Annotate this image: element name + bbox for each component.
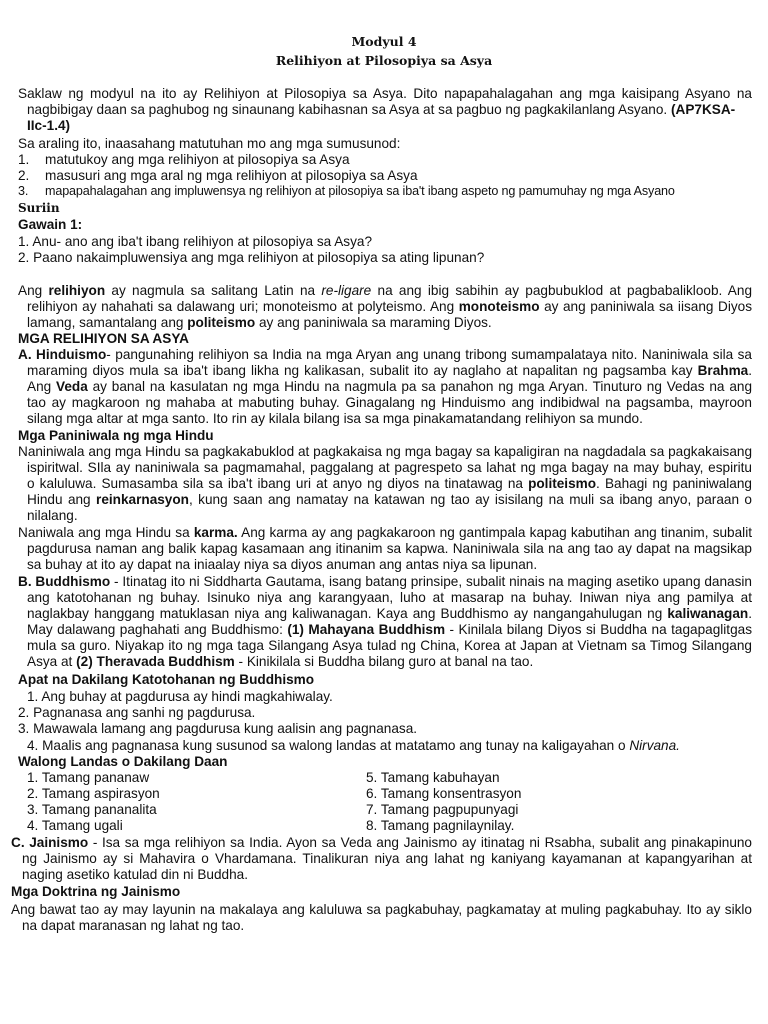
module-title: Relihiyon at Pilosopiya sa Asya	[275, 53, 493, 68]
landas-5: 5. Tamang kabuhayan	[366, 770, 500, 785]
buddhismo-line-3: naglakbay hanggang matuklasan niya ang kaliwanagan. Kaya ang Buddhismo ay nangangahulugan ng kaliwanagan.	[27, 606, 752, 621]
intro-line-2: nagbibigay daan sa paghubog ng sinaunang kabihasnan sa Asya at sa pagbuo ng pagkakilanlang Asyano. (AP7KSA-	[27, 102, 736, 117]
buddhismo-line-1: B. Buddhismo - Itinatag ito ni Siddharta Gautama, isang batang prinsipe, subalit ninais na maging asetiko upang danasin	[18, 574, 752, 589]
landas-7: 7. Tamang pagpupunyagi	[366, 802, 519, 817]
karma-line-3: sa buhay at ito ay dapat na iniaalay niya sa diyos anuman ang antas niya sa lipunan.	[27, 557, 538, 572]
doktrina-heading: Mga Doktrina ng Jainismo	[11, 884, 181, 899]
hinduismo-line-5: silang mga altar at mga santo. Ito rin ay kilala bilang isa sa mga pinakamatandang relihiyon sa mundo.	[27, 411, 643, 426]
landas-8: 8. Tamang pagnilaynilay.	[366, 818, 515, 833]
gawain-heading: Gawain 1:	[18, 217, 83, 232]
competency-code-cont: IIc-1.4)	[27, 118, 71, 133]
landas-2: 2. Tamang aspirasyon	[27, 786, 160, 801]
paniniwala-line-1: Naniniwala ang mga Hindu sa pagkakabuklod at pagkakaisa ng mga bagay sa kapaligiran na nagdadala sa pagkakaisang	[18, 444, 752, 459]
paniniwala-line-3: o kaluluwa. Sumasamba sila sa iba't ibang uri at anyo ng diyos na tinatawag na politeismo. Bahagi ng paniniwalang	[27, 476, 752, 491]
objective-2: 2. masusuri ang mga aral ng mga relihiyon at pilosopiya sa Asya	[18, 168, 418, 183]
landas-3: 3. Tamang pananalita	[27, 802, 157, 817]
apat-item-3: 3. Mawawala lamang ang pagdurusa kung aalisin ang pagnanasa.	[18, 721, 418, 736]
gawain-question-2: 2. Paano nakaimpluwensiya ang mga relihiyon at pilosopiya sa ating lipunan?	[18, 250, 485, 265]
objective-3: 3. mapapahalagahan ang impluwensya ng relihiyon at pilosopiya sa iba't ibang aspeto ng pamumuhay ng mga Asyano	[18, 184, 675, 198]
paniniwala-line-4: Hindu ang reinkarnasyon, kung saan ang namatay na katawan ng tao ay isisilang na muli sa ibang anyo, paraan o	[27, 492, 752, 507]
hinduismo-line-1: A. Hinduismo- pangunahing relihiyon sa India na mga Aryan ang unang tribong sumampalataya nito. Naniniwala sila sa	[18, 347, 752, 362]
paniniwala-line-2: ispiritwal. SIla ay naniniwala sa pagmamahal, paggalang at pagrespeto sa lahat ng mga bagay na may buhay, espiritu	[27, 460, 752, 475]
objective-1: 1. matutukoy ang mga relihiyon at pilosopiya sa Asya	[18, 152, 350, 167]
module-number: Modyul 4	[351, 34, 417, 49]
mga-relihiyon-heading: MGA RELIHIYON SA ASYA	[18, 331, 189, 346]
buddhismo-line-5: mula sa guro. Niyakap ito ng mga taga Silangang Asya tulad ng China, Korea at Japan at Vietnam sa Timog Silangang	[27, 638, 752, 653]
doktrina-line-1: Ang bawat tao ay may layunin na makalaya ang kaluluwa sa pagkabuhay, pagkamatay at muling pagkabuhay. Ito ay siklo	[11, 902, 752, 917]
relihiyon-line-2: relihiyon ay nahahati sa dalawang uri; monoteismo at polyteismo. Ang monoteismo ay ang paniniwala sa iisang Diyos	[27, 299, 752, 314]
gawain-question-1: 1. Anu- ano ang iba't ibang relihiyon at pilosopiya sa Asya?	[18, 234, 373, 249]
paniniwala-line-5: nilalang.	[27, 508, 78, 523]
hinduismo-line-3: Ang Veda ay banal na kasulatan ng mga Hindu na nagmula pa sa panahon ng mga Aryan. Tinuturo ng Vedas na ang	[27, 379, 752, 394]
objectives-lead: Sa araling ito, inaasahang matutuhan mo ang mga sumusunod:	[18, 136, 401, 151]
landas-6: 6. Tamang konsentrasyon	[366, 786, 522, 801]
jainismo-line-1: C. Jainismo - Isa sa mga relihiyon sa India. Ayon sa Veda ang Jainismo ay itinatag ni Rsabha, subalit ang pinakapinuno	[11, 835, 752, 850]
intro-line-1: Saklaw ng modyul na ito ay Relihiyon at Pilosopiya sa Asya. Dito napapahalagahan ang mga kaisipang Asyano na	[18, 86, 752, 101]
walong-heading: Walong Landas o Dakilang Daan	[18, 754, 228, 769]
hinduismo-line-4: tao ay magkaroon ng mahaba at mabuting buhay. Ginagalang ng Hinduismo ang indibidwal na pagsamba, mayroon	[27, 395, 752, 410]
buddhismo-line-4: May dalawang paghahati ang Buddhismo: (1) Mahayana Buddhism - Kinilala bilang Diyos si Buddha na tagapaglitgas	[27, 622, 752, 637]
landas-1: 1. Tamang pananaw	[27, 770, 150, 785]
apat-heading: Apat na Dakilang Katotohanan ng Buddhismo	[18, 672, 315, 687]
landas-4: 4. Tamang ugali	[27, 818, 123, 833]
doktrina-line-2: na dapat maranasan ng lahat ng tao.	[22, 918, 245, 933]
karma-line-2: pagdurusa naman ang balik kapag kasamaan ang itinanim sa kapwa. Naniniwala sila na ang tao ay dapat na magsikap	[27, 541, 752, 556]
buddhismo-line-2: ang katotohanan ng buhay. Isinuko niya ang karangyaan, luho at masarap na buhay. Iniwan niya ang pamilya at	[27, 590, 752, 605]
paniniwala-heading: Mga Paniniwala ng mga Hindu	[18, 428, 214, 443]
apat-item-2: 2. Pagnanasa ang sanhi ng pagdurusa.	[18, 705, 256, 720]
relihiyon-line-3: lamang, samantalang ang politeismo ay ang paniniwala sa maraming Diyos.	[27, 315, 492, 330]
buddhismo-line-6: Asya at (2) Theravada Buddhism - Kinikilala si Buddha bilang guro at banal na tao.	[27, 654, 534, 669]
jainismo-line-2: ng Jainismo ay si Mahavira o Vhardamana. Tinalikuran niya ang lahat ng kaniyang kayamanan at kapangyarihan at	[22, 851, 752, 866]
suriin-heading: Suriin	[18, 201, 60, 215]
karma-line-1: Naniwala ang mga Hindu sa karma. Ang karma ay ang pagkakaroon ng gantimpala kapag kabutihan ang tinanim, subalit	[18, 525, 752, 540]
apat-item-4: 4. Maalis ang pagnanasa kung susunod sa walong landas at matatamo ang tunay na kaligayahan o Nirvana.	[27, 738, 680, 753]
jainismo-line-3: naging asetiko katulad din ni Buddha.	[22, 867, 248, 882]
competency-code: (AP7KSA-	[670, 102, 736, 117]
hinduismo-line-2: maraming diyos mula sa iba't ibang likha ng kalikasan, subalit ito ay naglaho at napalitan ng pagsamba kay Brahma.	[27, 363, 752, 378]
relihiyon-line-1: Ang relihiyon ay nagmula sa salitang Latin na re-ligare na ang ibig sabihin ay pagbubuklod at pagbabalikloob. Ang	[18, 283, 752, 298]
apat-item-1: 1. Ang buhay at pagdurusa ay hindi magkahiwalay.	[27, 689, 333, 704]
